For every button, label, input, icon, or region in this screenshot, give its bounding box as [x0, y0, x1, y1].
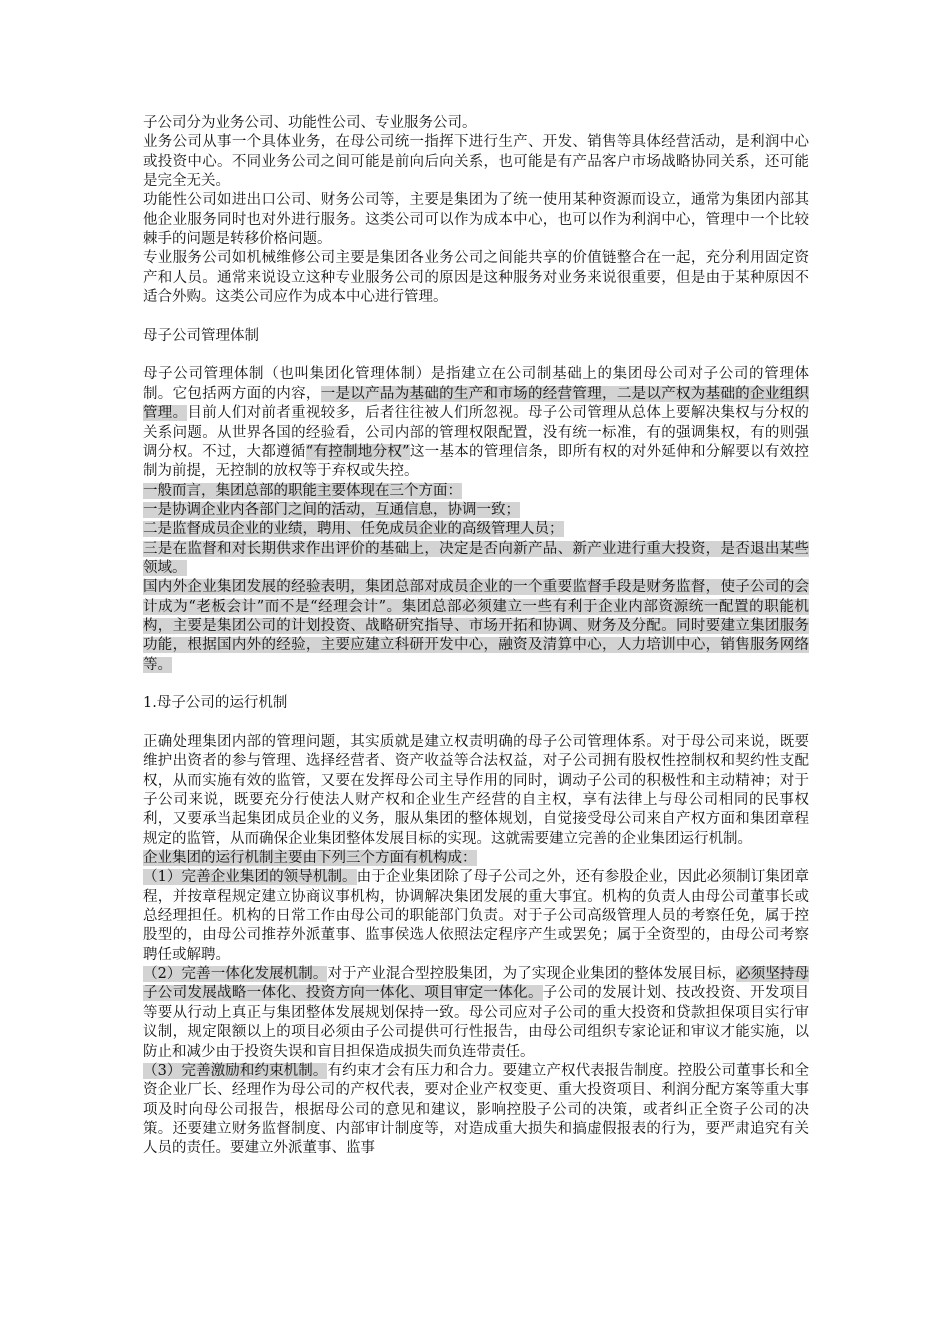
- system-paragraph-2: [143, 482, 809, 501]
- highlighted-text: 一般而言，集团总部的职能主要体现在三个方面：: [143, 482, 462, 499]
- intro-paragraph-1: 子公司分为业务公司、功能性公司、专业服务公司。: [143, 115, 477, 131]
- spacer: [143, 714, 809, 733]
- highlighted-text: 国内外企业集团发展的经验表明，集团总部对成员企业的一个重要监督手段是财务监督，使子公司的会计成为“老板会计”而不是“经理会计”。集团总部必须建立一些有利于企业内部资源统一配置的职能机构，主要是集团公司的计划投资、战略研究指导、市场开拓和协调、财务及分配。同时要建立集团服务功能，根据国内外的经验，主要应建立科研开发中心，融资及清算中心，人力培训中心，销售服务网络等。: [143, 579, 809, 673]
- text-run: 由于企业集团除了母子公司之外，还有参股企业，因此必须制订集团章程，并按章程规定建立协商议事机构，协调解决集团发展的重大事宜。机构的负责人由母公司董事长或总经理担任。机构的日常工作由母公司的职能部门负责。对于子公司高级管理人员的考察任免，属于控股型的，由母公司推荐外派董事、监事侯选人依照法定程序产生或罢免；属于全资型的，由母公司考察聘任或解聘。: [143, 869, 809, 963]
- system-paragraph-3: [143, 501, 809, 520]
- mechanism-paragraph-2: [143, 849, 809, 868]
- mechanism-item-1: [143, 868, 809, 965]
- highlighted-text: 三是在监督和对长期供求作出评价的基础上，决定是否向新产品、新产业进行重大投资，是否退出某些领域。: [143, 540, 809, 576]
- mechanism-paragraph-1: 正确处理集团内部的管理问题，其实质就是建立权责明确的母子公司管理体系。对于母公司来说，既要维护出资者的参与管理、选择经营者、资产收益等合法权益，对子公司拥有股权性控制权和契约性支配权，从而实施有效的监管，又要在发挥母公司主导作用的同时，调动子公司的积极性和主动精神；对于子公司来说，既要充分行使法人财产权和企业生产经营的自主权，享有法律上与母公司相同的民事权利，又要承当起集团成员企业的义务，服从集团的整体规划，自觉接受母公司来自产权方面和集团章程规定的监管，从而确保企业集团整体发展目标的实现。这就需要建立完善的企业集团运行机制。: [143, 734, 809, 847]
- spacer: [143, 346, 809, 365]
- system-paragraph-1: [143, 365, 809, 481]
- highlighted-text: 二是监督成员企业的业绩，聘用、任免成员企业的高级管理人员；: [143, 521, 564, 538]
- intro-paragraph-2: 业务公司从事一个具体业务，在母公司统一指挥下进行生产、开发、销售等具体经营活动，是利润中心或投资中心。不同业务公司之间可能是前向后向关系，也可能是有产品客户市场战略协同关系，还可能是完全无关。: [143, 134, 809, 190]
- highlighted-text: （1）完善企业集团的领导机制。: [143, 869, 357, 886]
- system-paragraph-6: [143, 578, 809, 675]
- text-run: 目前人们对前者重视较多，后者往往被人们所忽视。母子公司管理从总体上要解决集权与分权的关系问题。从世界各国的经验看，公司内部的管理权限配置，没有统一标准，有的强调集权，有的则强调分权。不过，大都遵循: [143, 405, 809, 460]
- highlighted-text: 必须坚持母子公司发展战略一体化、投资方向一体化、项目审定一体化。: [143, 966, 810, 1002]
- intro-paragraph-4: 专业服务公司如机械维修公司主要是集团各业务公司之间能共享的价值链整合在一起，充分利用固定资产和人员。通常来说设立这种专业服务公司的原因是这种服务对业务来说很重要，但是由于某种原因不适合外购。这类公司应作为成本中心进行管理。: [143, 250, 809, 306]
- spacer: [143, 307, 809, 326]
- highlighted-text: 一是协调企业内各部门之间的活动，互通信息，协调一致；: [143, 501, 520, 518]
- highlighted-text: （2）完善一体化发展机制。: [143, 966, 328, 983]
- text-run: 子公司的发展计划、技改投资、开发项目等要从行动上真正与集团整体发展规划保持一致。母公司应对子公司的重大投资和贷款担保项目实行审议制，规定限额以上的项目必须由子公司提供可行性报告，由母公司组织专家论证和审议才能实施，以防止和减少由于投资失误和盲目担保造成损失而负连带责任。: [143, 985, 810, 1060]
- highlighted-text: 企业集团的运行机制主要由下列三个方面有机构成：: [143, 850, 477, 867]
- highlighted-text: “有控制地分权”: [305, 443, 410, 460]
- text-run: 对于产业混合型控股集团，为了实现企业集团的整体发展目标，: [327, 966, 737, 983]
- intro-paragraph-3: 功能性公司如进出口公司、财务公司等，主要是集团为了统一使用某种资源而设立，通常为集团内部其他企业服务同时也对外进行服务。这类公司可以作为成本中心，也可以作为利润中心，管理中一个比较棘手的问题是转移价格问题。: [143, 192, 809, 248]
- text-run: 这一基本的管理信条，即所有权的对外延伸和分解要以有效控制为前提，无控制的放权等于弃权或失控。: [143, 443, 809, 480]
- system-paragraph-4: [143, 520, 809, 539]
- section-heading-mechanism: 1.母子公司的运行机制: [143, 695, 288, 712]
- mechanism-item-3: [143, 1062, 809, 1159]
- mechanism-item-2: [143, 965, 809, 1062]
- text-run: 有约束才会有压力和合力。要建立产权代表报告制度。控股公司董事长和全资企业厂长、经理作为母公司的产权代表，要对企业产权变更、重大投资项目、利润分配方案等重大事项及时向母公司报告，根据母公司的意见和建议，影响控股子公司的决策，或者纠正全资子公司的决策。还要建立财务监督制度、内部审计制度等，对造成重大损失和搞虚假报表的行为，要严肃追究有关人员的责任。要建立外派董事、监事: [143, 1062, 809, 1157]
- highlighted-text: 一是以产品为基础的生产和市场的经营管理，二是以产权为基础的企业组织管理。: [143, 385, 810, 422]
- document-page: [143, 114, 809, 1159]
- spacer: [143, 675, 809, 694]
- text-run: 母子公司管理体制（也叫集团化管理体制）是指建立在公司制基础上的集团母公司对子公司的管理体制。它包括两方面的内容，: [143, 366, 809, 402]
- section-heading-system: 母子公司管理体制: [143, 327, 259, 344]
- highlighted-text: （3）完善激励和约束机制。: [143, 1062, 328, 1079]
- system-paragraph-5: [143, 540, 809, 579]
